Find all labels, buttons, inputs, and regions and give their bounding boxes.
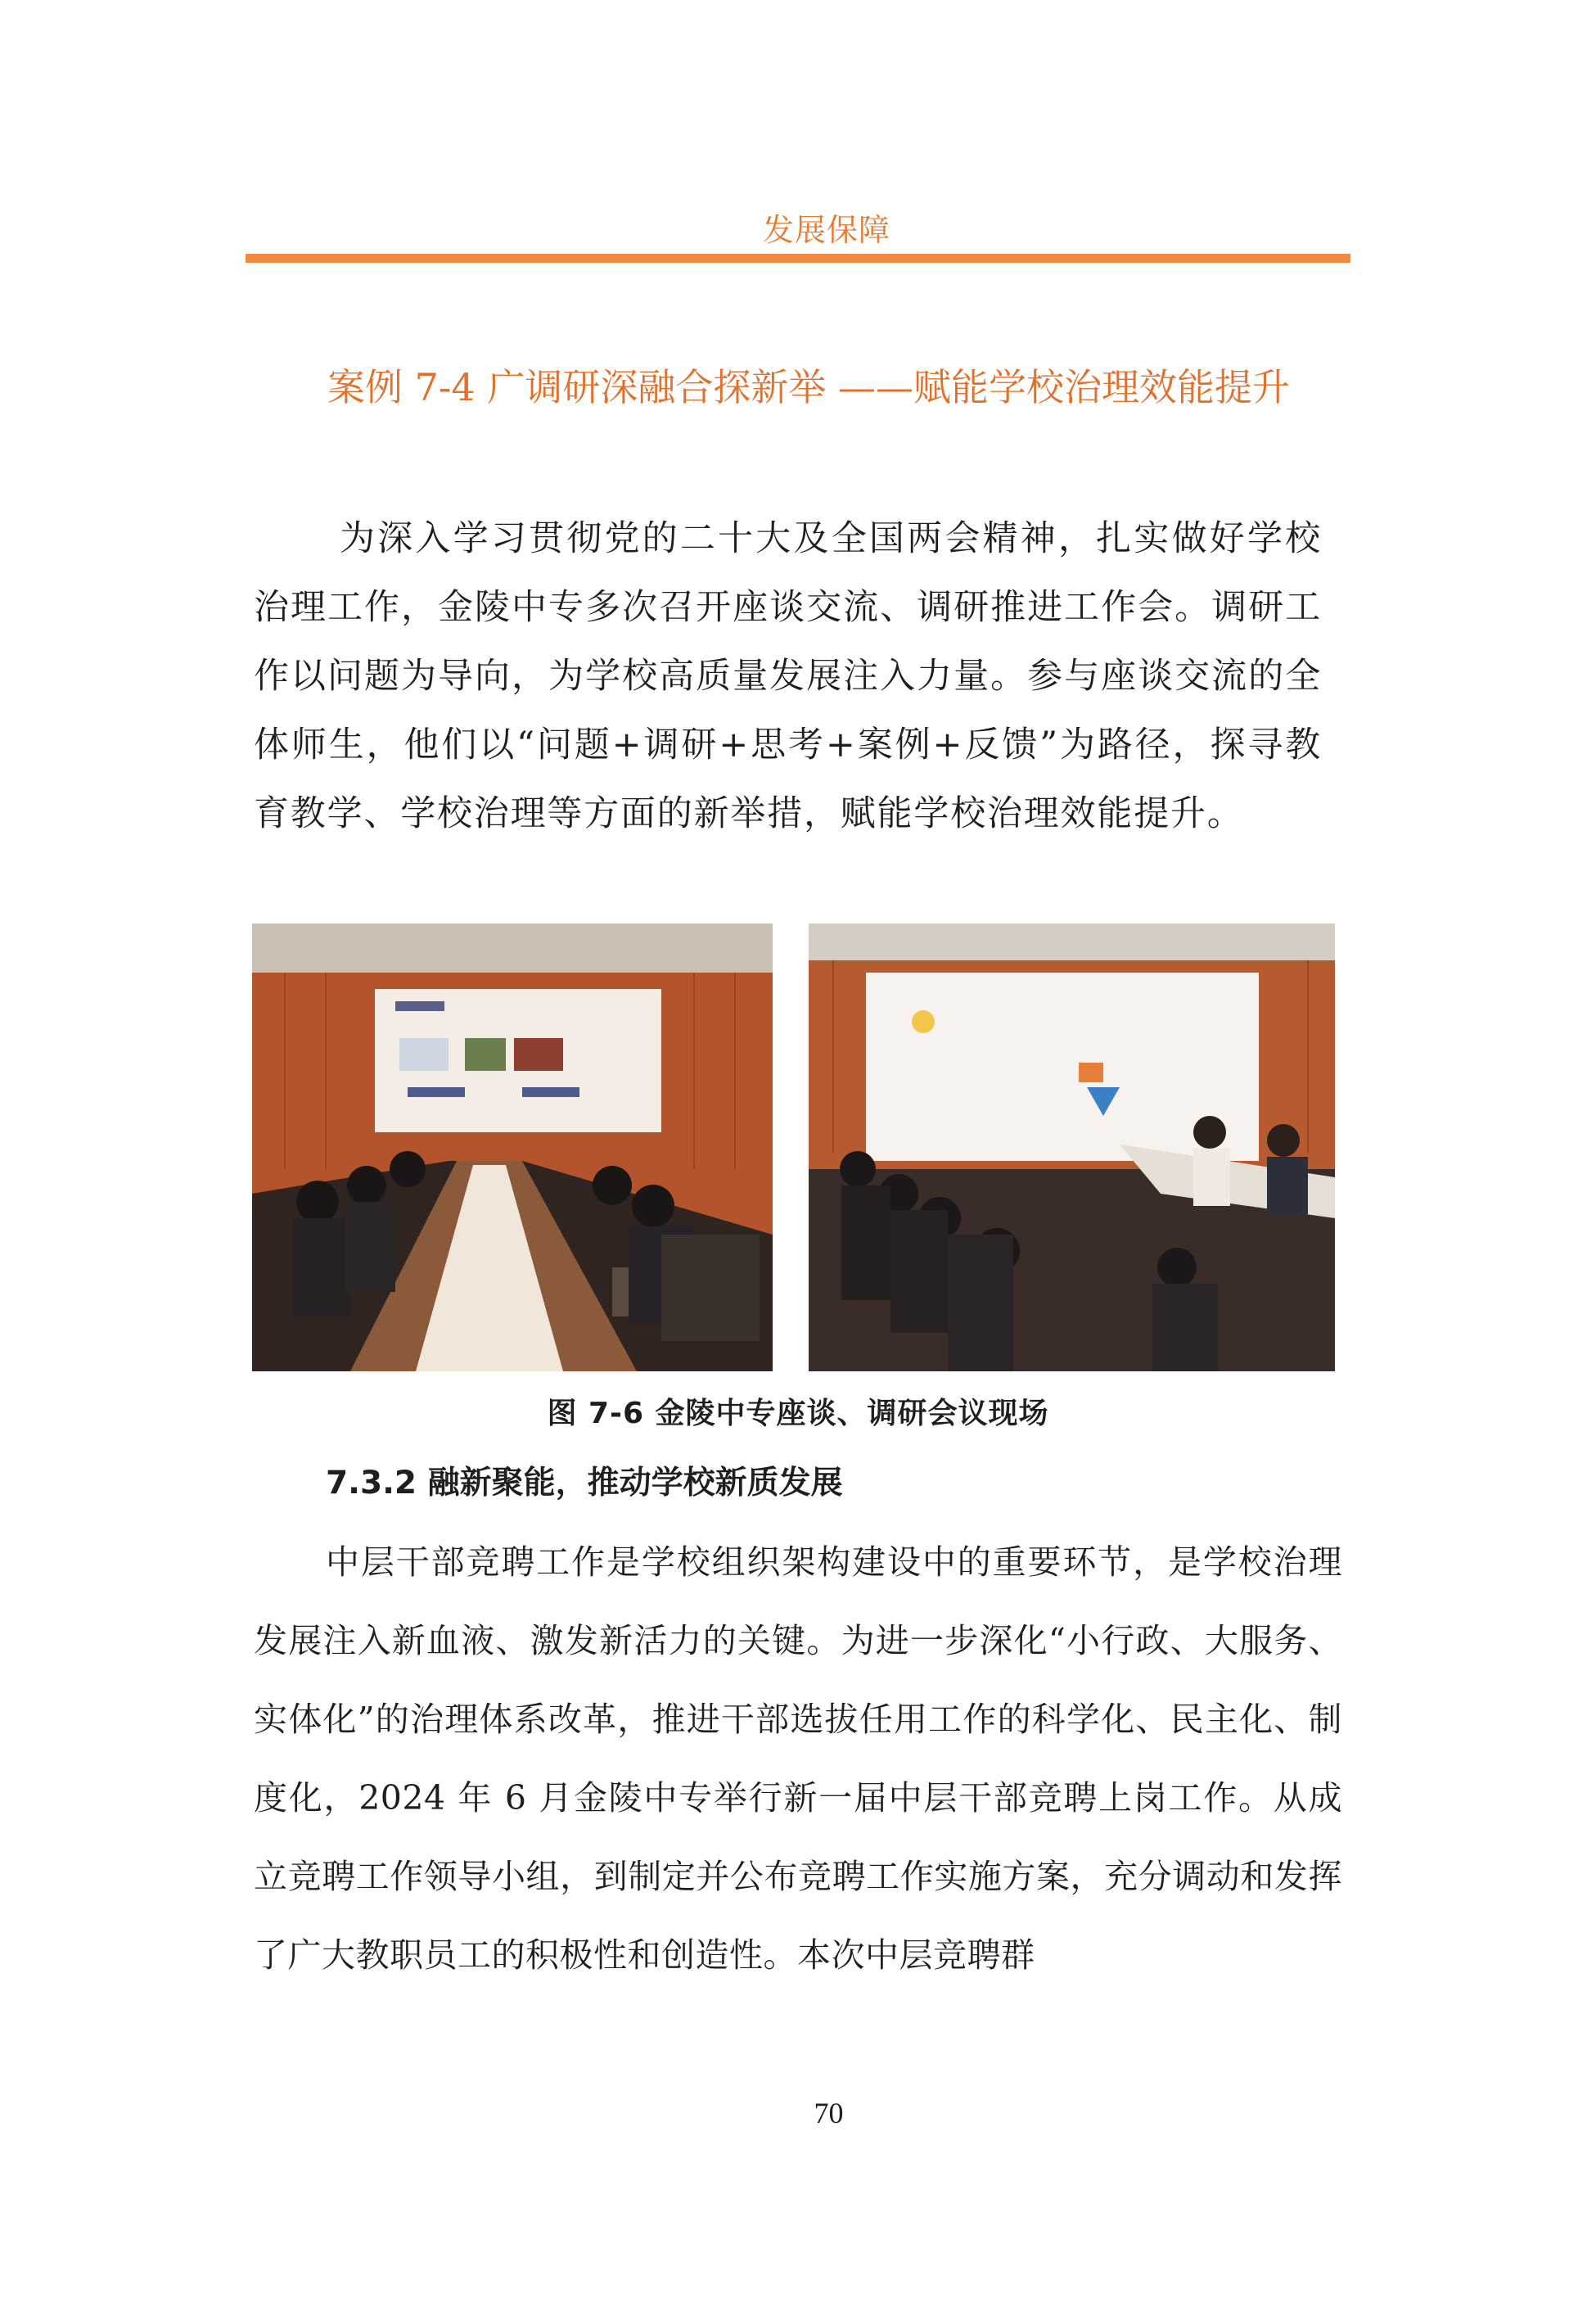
section-paragraph: 中层干部竞聘工作是学校组织架构建设中的重要环节，是学校治理发展注入新血液、激发新活力的关键。为进一步深化“小行政、大服务、实体化”的治理体系改革，推进干部选拔任用工作的科学化、民主化、制度化，2024 年 6 月金陵中专举行新一届中层干部竞聘上岗工作。从成立竞聘工作领导小组，到制定并公布竞聘工作实施方案，充分调动和发挥了广大教职员工的积极性和创造性。本次中层竞聘群 <box>254 1542 1342 1975</box>
header-divider <box>246 254 1350 263</box>
figure-caption: 图 7-6 金陵中专座谈、调研会议现场 <box>547 1397 1049 1430</box>
case-intro-paragraph: 为深入学习贯彻党的二十大及全国两会精神，扎实做好学校治理工作，金陵中专多次召开座谈交流、调研推进工作会。调研工作以问题为导向，为学校高质量发展注入力量。参与座谈交流的全体师生，他们以“问题+调研+思考+案例+反馈”为路径，探寻教育教学、学校治理等方面的新举措，赋能学校治理效能提升。 <box>254 518 1322 834</box>
meeting-photo-right <box>809 923 1335 1371</box>
section-heading: 7.3.2 融新聚能，推动学校新质发展 <box>326 1465 843 1501</box>
case-title: 案例 7-4 广调研深融合探新举 ——赋能学校治理效能提升 <box>327 365 1290 409</box>
page-number: 70 <box>814 2097 844 2129</box>
running-header-title: 发展保障 <box>762 212 890 248</box>
meeting-photo-left <box>252 923 773 1371</box>
